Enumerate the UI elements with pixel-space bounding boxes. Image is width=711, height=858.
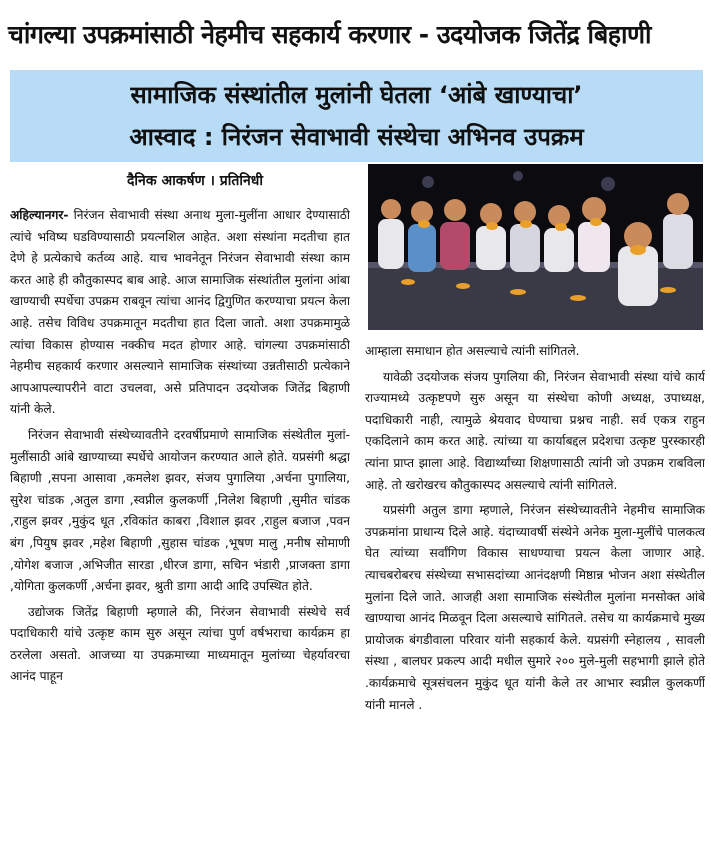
byline: दैनिक आकर्षण । प्रतिनिधी — [127, 173, 263, 189]
article-paragraph — [10, 205, 350, 421]
subheadline-line-2: आस्वाद : निरंजन सेवाभावी संस्थेचा अभिनव उपक्रम — [129, 123, 584, 151]
paragraph-text: निरंजन सेवाभावी संस्था अनाथ मुला-मुलींना आधार देण्यासाठी त्यांचे भविष्य घडविण्यासाठी प्रयत्नशिल आहेत. अशा संस्थांना मदतीचा हात देणे हे प्रत्येकाचे कर्तव्य आहे. याच भावनेतून निरंजन सेवाभावी संस्था काम करत आहे ही कौतुकास्पद बाब आहे. आज सामाजिक संस्थांतील मुलांना आंबा खाण्याची स्पर्धेचा उपक्रम राबवून त्यांचा आनंद द्विगुणित करण्याचा प्रयत्न केला आहे. तसेच विविध उपक्रमातून मदतीचा हात दिला जातो. अशा उपक्रमामुळे त्यांचा विकास होण्यास नक्कीच मदत होणार आहे. चांगल्या उपक्रमांसाठी नेहमीच सहकार्य करणार असल्याने सामाजिक संस्थांच्या उन्नतीसाठी प्रत्येकाने आपआपल्यापरीने वाटा उचलवा, असे प्रतिपादन उदयोजक जितेंद्र बिहाणी यांनी केले. — [10, 208, 350, 417]
subheadline-line-1: सामाजिक संस्थांतील मुलांनी घेतला ‘आंबे खाण्याचा’ — [130, 81, 583, 109]
children-eating-mangoes-photo — [368, 164, 703, 330]
article-paragraph: आम्हाला समाधान होत असल्याचे त्यांनी सांगितले. — [365, 344, 580, 358]
article-paragraph: उद्योजक जितेंद्र बिहाणी म्हणाले की, निरंजन सेवाभावी संस्थेचे सर्व पदाधिकारी यांचे उत्कृष्ट काम सुरु असून त्यांचा पुर्ण वर्षभराचा कार्यक्रम हा ठरलेला असतो. आजच्या या उपक्रमाच्या माध्यमातून मुलांच्या चेहर्यावरचा आनंद पाहून — [10, 604, 350, 684]
article-paragraph: यावेळी उदयोजक संजय पुगलिया की, निरंजन सेवाभावी संस्था यांचे कार्य राज्यामध्ये उत्कृष्टपणे सुरु असून या संस्थेचा कोणी अध्यक्ष, उपाध्यक्ष, पदाधिकारी नाही, त्यामुळे श्रेयवाद घेण्याचा प्रश्नच नाही. सर्व एकत्र राहुन एकदिलाने काम करत आहे. त्यांच्या या कार्याबद्दल प्रदेशचा उत्कृष्ट पुरस्कारही त्यांना प्राप्त झाला आहे. विद्यार्थ्यांच्या शिक्षणासाठी त्यांनी जो उपक्रम राबविला आहे. तो खरोखरच कौतुकास्पद असल्याचे त्यांनी सांगितले. — [365, 369, 705, 492]
dateline: अहिल्यानगर- — [10, 208, 69, 222]
subheadline-box — [10, 70, 703, 162]
news-photo — [368, 164, 703, 330]
article-column-left — [10, 205, 350, 855]
article-paragraph: निरंजन सेवाभावी संस्थेच्यावतीने दरवर्षीप्रमाणे सामाजिक संस्थेतील मुलां-मुलींसाठी आंबे खाण्याच्या स्पर्धेचे आयोजन करण्यात आले होते. यप्रसंगी श्रद्धा बिहाणी ,सपना आसावा ,कमलेश झवर, संजय पुगालिया ,अर्चना पुगालिया, सुरेश चांडक ,अतुल डागा ,स्वप्नील कुलकर्णी ,निलेश बिहाणी ,सुमीत चांडक ,राहुल झवर ,मुकुंद धूत ,रविकांत काबरा ,विशाल झवर ,राहुल बजाज ,पवन बंग ,पियुष झवर ,महेश बिहाणी ,सुहास चांडक ,भूषण मालु ,मनीष सोमाणी ,योगेश बजाज ,अभिजीत सारडा ,धीरज डागा, सचिन भंडारी ,प्राजक्ता डागा ,योगिता कुलकर्णी ,अर्चना झवर, श्रुती डागा आदी आदि उपस्थित होते. — [10, 427, 350, 594]
article-column-right — [365, 341, 705, 855]
article-paragraph: यप्रसंगी अतुल डागा म्हणाले, निरंजन संस्थेच्यावतीने नेहमीच सामाजिक उपक्रमांना प्राधान्य दिले आहे. यंदाच्यावर्षी संस्थेने अनेक मुला-मुलींचे पालकत्व घेत त्यांच्या सर्वांगिण विकास साधण्याचा प्रयत्न केला जाणार आहे. त्याचबरोबरच संस्थेच्या सभासदांच्या आनंदक्षणी मिष्ठान्न भोजन अशा संस्थेतील मुलांना दिले जाते. आजही अशा सामाजिक संस्थेतील मुलांना मनसोक्त आंबे खाण्याचा आनंद मिळवून दिला असल्याचे सांगितले. तसेच या कार्यक्रमाचे मुख्य प्रायोजक बंगडीवाला परिवार यांनी सहकार्य केले. यप्रसंगी स्नेहालय , सावली संस्था , बालघर प्रकल्प आदी मधील सुमारे २०० मुले-मुली सहभागी झाले होते .कार्यक्रमाचे सूत्रसंचलन मुकुंद धूत यांनी केले तर आभार स्वप्नील कुलकर्णी यांनी मानले . — [365, 503, 705, 712]
headline: चांगल्या उपक्रमांसाठी नेहमीच सहकार्य करणार - उदयोजक जितेंद्र बिहाणी — [8, 20, 652, 49]
